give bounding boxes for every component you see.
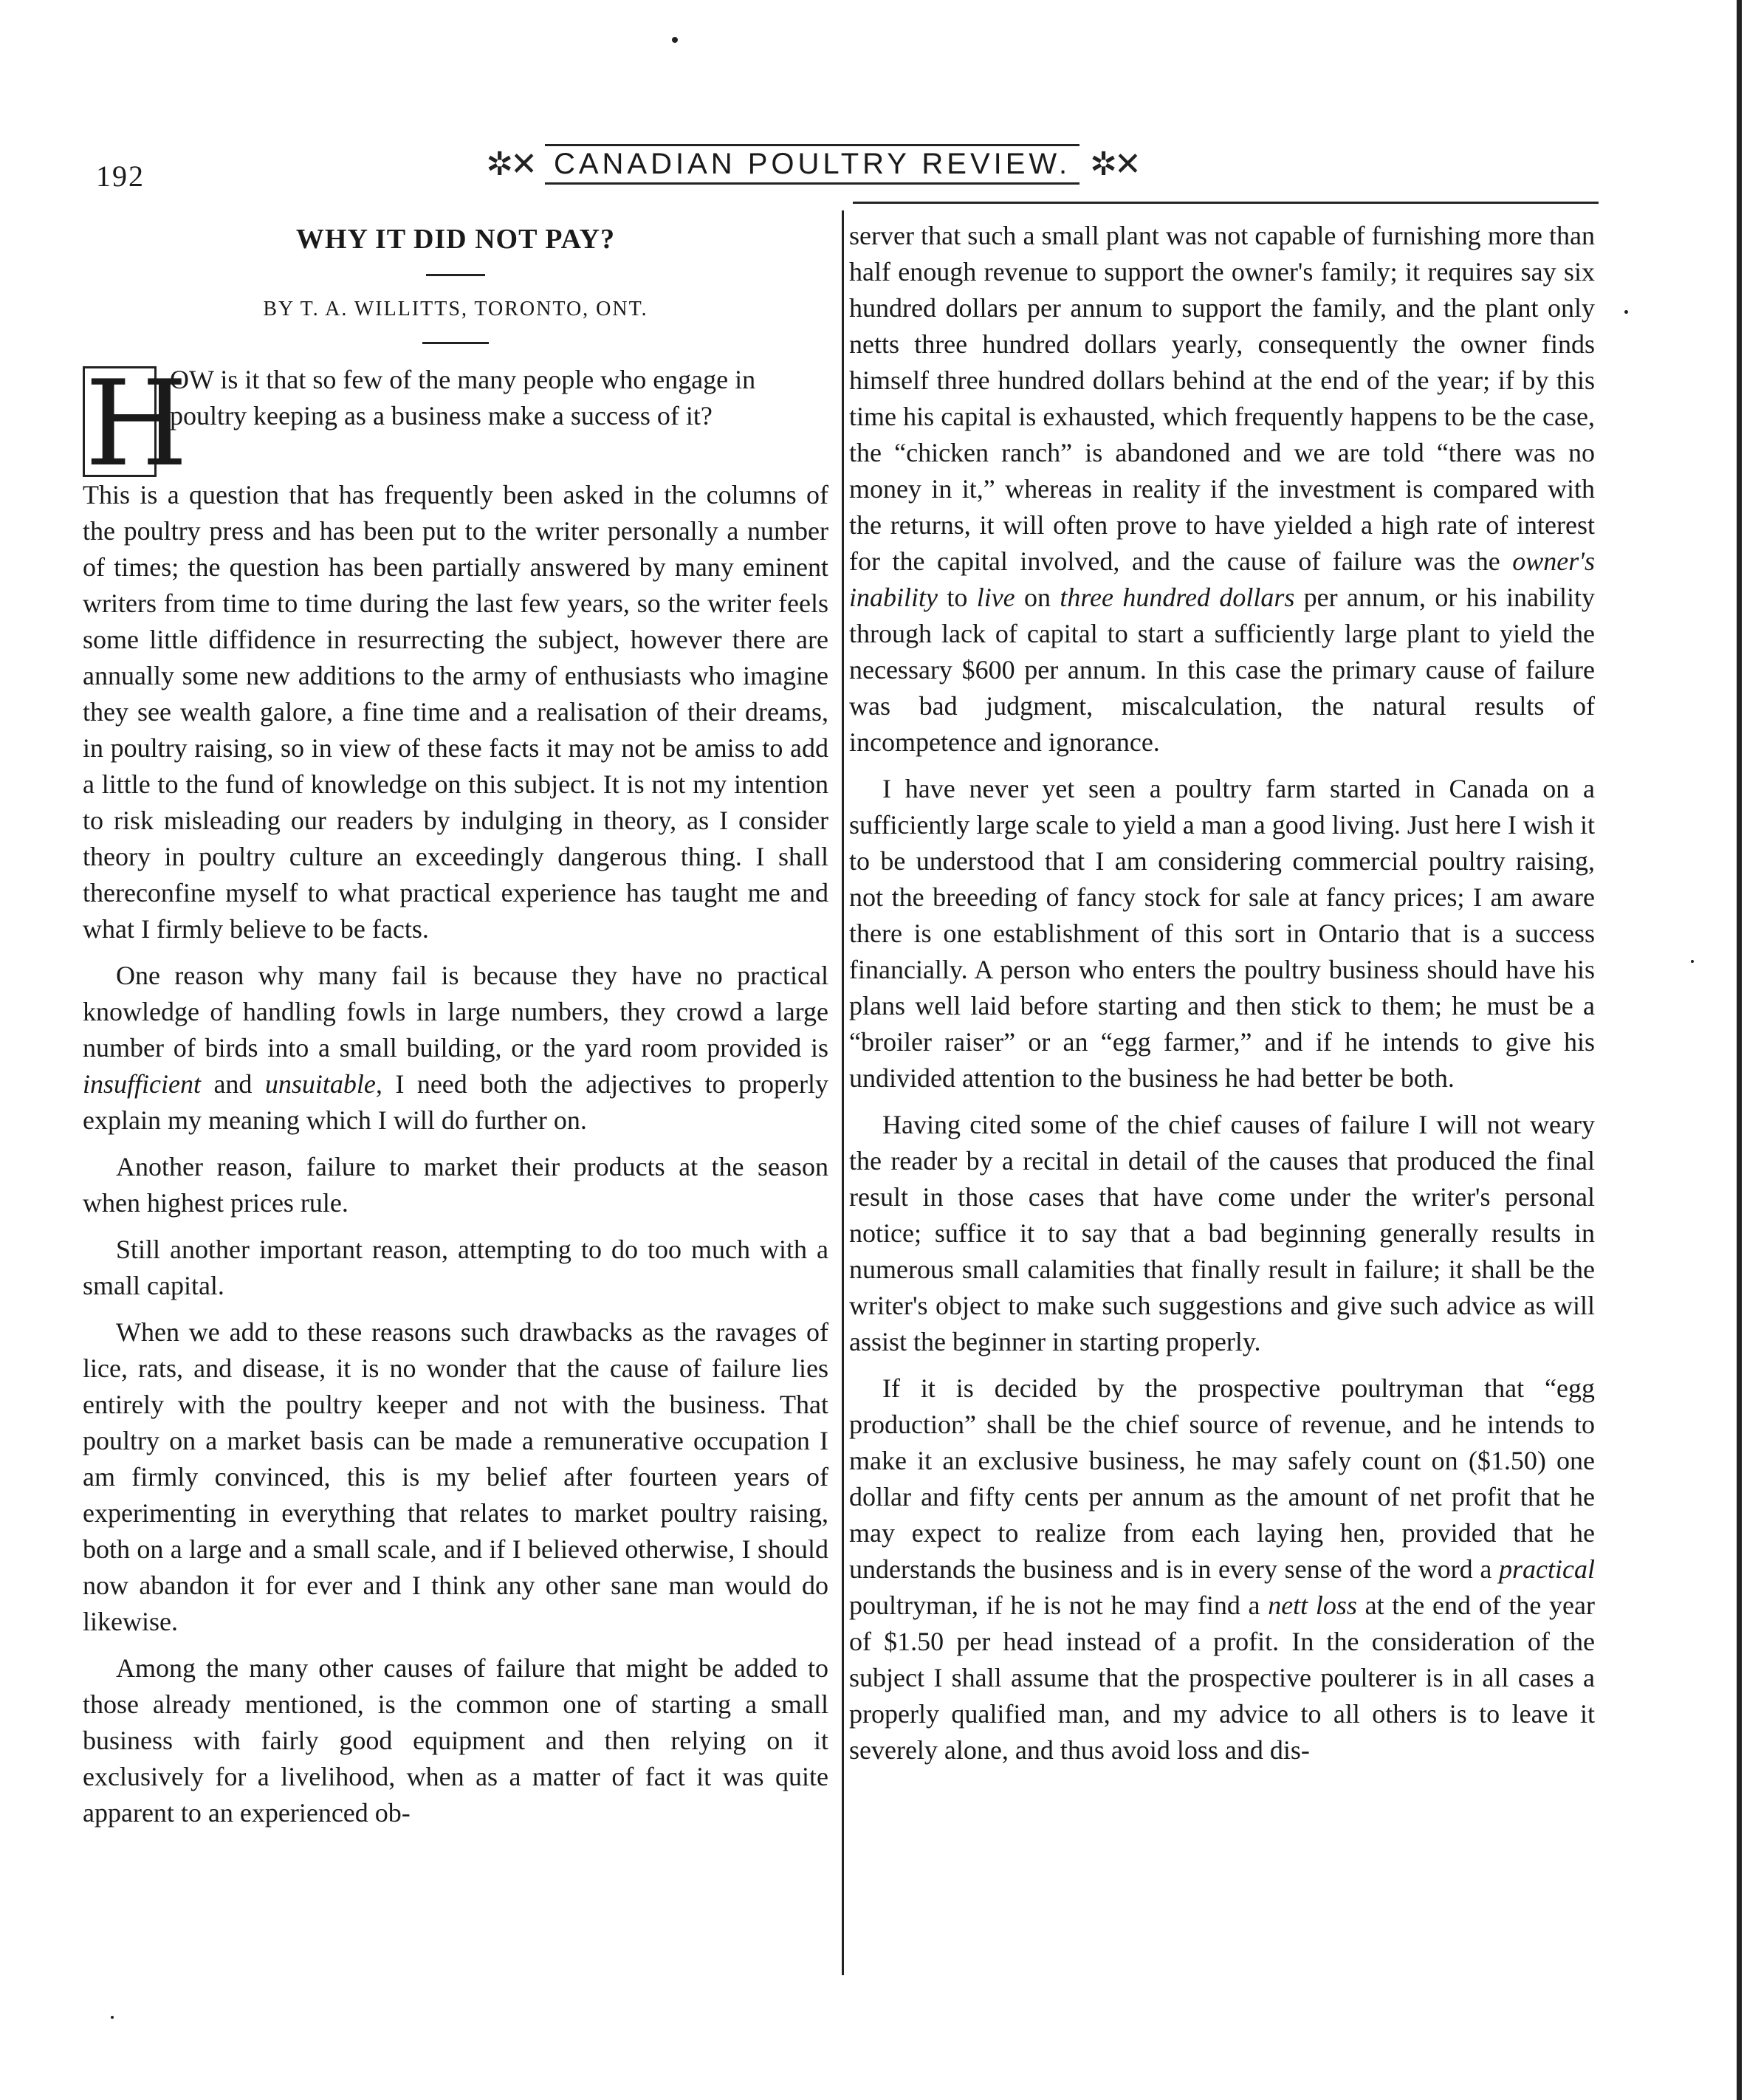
paragraph: server that such a small plant was not capable of furnishing more than half enough revenue to support the owner's family; it requires say six hundred dollars per annum to support the family, and the plant only netts three hundred dollars yearly, consequently the owner finds himself three hundred dollars behind at the end of the year; if by this time his capital is exhausted, which frequently happens to be the case, the “chicken ranch” is abandoned and we are told “there was no money in it,” whereas in reality if the investment is compared with the returns, it will often prove to have yielded a high rate of interest for the capital involved, and the cause of failure was the owner's inability to live on three hundred dollars per annum, or his inability through lack of capital to start a sufficiently large plant to yield the necessary $600 per annum. In this case the primary cause of failure was bad judgment, miscalculation, the natural results of incompetence and ignorance.	[849, 221, 1595, 757]
paragraph: If it is decided by the prospective poultryman that “egg production” shall be the chief source of revenue, and he intends to make it an exclusive business, he may safely count on ($1.50) one dollar and fifty cents per annum as the amount of net profit that he may expect to realize from each laying hen, provided that he understands the business and is in every sense of the word a practical poultryman, if he is not he may find a nett loss at the end of the year of $1.50 per head instead of a profit. In the consideration of the subject I shall assume that the prospective poulterer is in all cases a properly qualified man, and my advice to all others is to leave it severely alone, and thus avoid loss and dis-	[849, 1373, 1595, 1765]
right-column	[849, 218, 1595, 1768]
title-rule	[426, 274, 485, 276]
speck-mark	[1691, 960, 1694, 963]
page-number: 192	[96, 159, 145, 193]
byline-rule	[422, 342, 489, 344]
column-divider	[842, 210, 844, 1975]
paragraph: Among the many other causes of failure that might be added to those already mentioned, is the common one of starting a small business with fairly good equipment and then relying on it exclusively for a livelihood, when as a matter of fact it was quite apparent to an experienced ob-	[83, 1653, 828, 1828]
masthead-title: CANADIAN POULTRY REVIEW.	[545, 144, 1079, 185]
masthead	[486, 137, 1139, 192]
speck-mark	[111, 2016, 114, 2019]
paragraph: Another reason, failure to market their products at the season when highest prices rule.	[83, 1152, 828, 1218]
paragraph: This is a question that has frequently been asked in the columns of the poultry press and has been put to the writer personally a number of times; the question has been partially answered by many eminent writers from time to time during the last few years, so the writer feels some little diffidence in resurrecting the subject, however there are annually some new additions to the army of enthusiasts who imagine they see wealth galore, a fine time and a realisation of their dreams, in poultry raising, so in view of these facts it may not be amiss to add a little to the fund of knowledge on this subject. It is not my intention to risk misleading our readers by indulging in theory, as I consider theory in poultry culture an exceedingly dangerous thing. I shall thereconfine myself to what practical experience has taught me and what I firmly believe to be facts.	[83, 480, 828, 944]
lead-text: OW is it that so few of the many people who engage in poultry keeping as a business make a success of it?	[170, 365, 756, 430]
paragraph: When we add to these reasons such drawbacks as the ravages of lice, rats, and disease, it is no wonder that the cause of failure lies entirely with the poultry keeper and not with the business. That poultry on a market basis can be made a remunerative occupation I am firmly convinced, this is my belief after fourteen years of experimenting in everything that relates to market poultry raising, both on a large and a small scale, and if I believed otherwise, I should now abandon it for ever and I think any other sane man would do likewise.	[83, 1317, 828, 1636]
ornament-right-icon: ✲✕	[1090, 146, 1139, 182]
speck-mark	[672, 37, 678, 43]
paragraph: Still another important reason, attempting to do too much with a small capital.	[83, 1235, 828, 1300]
ornament-left-icon: ✲✕	[486, 146, 535, 182]
article-byline: BY T. A. WILLITTS, TORONTO, ONT.	[263, 298, 648, 320]
speck-mark	[1624, 310, 1628, 314]
article-title: WHY IT DID NOT PAY?	[295, 224, 616, 255]
paragraph: One reason why many fail is because they have no practical knowledge of handling fowls in large numbers, they crowd a large number of birds into a small building, or the yard room provided is insufficient and unsuitable, I need both the adjectives to properly explain my meaning which I will do further on.	[83, 961, 828, 1135]
paragraph: Having cited some of the chief causes of failure I will not weary the reader by a recital in detail of the causes that produced the final result in those cases that have come under the writer's personal notice; suffice it to say that a bad beginning generally results in numerous small calamities that finally result in failure; it shall be the writer's object to make such suggestions and give such advice as will assist the beginner in starting properly.	[849, 1110, 1595, 1356]
dropcap-letter: H	[83, 366, 157, 477]
lead-paragraph	[83, 354, 828, 493]
header-rule	[853, 202, 1599, 204]
paragraph: I have never yet seen a poultry farm started in Canada on a sufficiently large scale to yield a man a good living. Just here I wish it to be understood that I am considering commercial poultry raising, not the breeeding of fancy stock for sale at fancy prices; I am aware there is one establishment of this sort in Ontario that is a success financially. A person who enters the poultry business should have his plans well laid before starting and then stick to them; he must be a “broiler raiser” or an “egg farmer,” and if he intends to give his undivided attention to the business he had better be both.	[849, 774, 1595, 1093]
left-column	[83, 222, 828, 1831]
page-edge	[1737, 0, 1742, 2100]
